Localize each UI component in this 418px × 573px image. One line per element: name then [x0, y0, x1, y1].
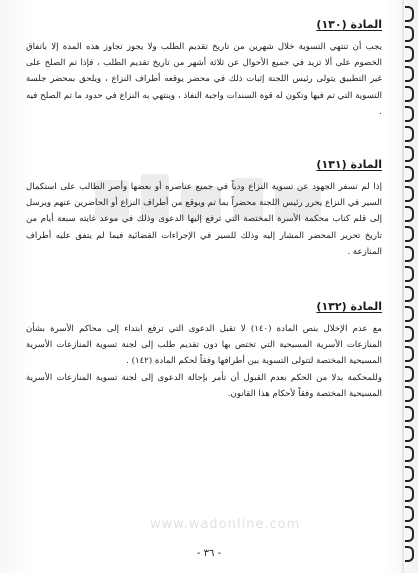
binding-ring — [405, 346, 414, 362]
spiral-binding — [404, 6, 414, 566]
article-text — [26, 321, 382, 402]
article-paragraph: مع عدم الإخلال بنص المادة (١٤٠) لا تقبل الدعوى التي ترفع ابتداء إلى محاكم الأسرة بشأن المنازعات الأسرية المسيحية التي تختص بها دون تقديم طلب إلى لجنة تسوية المنازعات الأسرية المسيحية المختصة لتتولى التسوية بين أطرافها وفقاً لحكم المادة (١٤٢) . — [26, 324, 382, 367]
binding-ring — [405, 86, 414, 102]
article-text — [26, 179, 382, 260]
binding-ring — [405, 306, 414, 322]
binding-ring — [405, 146, 414, 162]
article-title: المادة (١٣١) — [316, 158, 382, 172]
article-130 — [26, 18, 382, 120]
binding-ring — [405, 286, 414, 302]
document-body — [26, 12, 382, 402]
binding-ring — [405, 426, 414, 442]
binding-ring — [405, 66, 414, 82]
binding-ring — [405, 446, 414, 462]
binding-ring — [405, 126, 414, 142]
binding-ring — [405, 166, 414, 182]
article-paragraph: وللمحكمة بدلا من الحكم بعدم القبول أن تأمر بإحالة الدعوى إلى لجنة تسوية المنازعات الأسرية المسيحية المختصة وفقاً لأحكام هذا القانون. — [26, 372, 382, 399]
page-number: - ٣٦ - — [196, 548, 222, 559]
binding-ring — [405, 106, 414, 122]
binding-ring — [405, 506, 414, 522]
article-132 — [26, 300, 382, 402]
binding-ring — [405, 26, 414, 42]
article-paragraph: يجب أن تنتهي التسوية خلال شهرين من تاريخ تقديم الطلب ولا يجوز تجاوز هذه المدة إلا باتفاق الخصوم على ألا تزيد في جميع الأحوال عن ثلاثة أشهر من تاريخ تقديم الطلب ، فإذا تم الصلح على غير التطبيق يتولى رئيس اللجنة إثبات ذلك في محضر يوقعه أطراف النزاع ، ويلحق بمحضر جلسة التسوية التي تم فيها وتكون له قوة السندات واجبة النفاذ ، وينتهي به النزاع في حدود ما تم الصلح فيه . — [26, 42, 382, 117]
binding-ring — [405, 266, 414, 282]
article-title: المادة (١٣٢) — [316, 300, 382, 314]
article-title: المادة (١٣٠) — [316, 18, 382, 31]
binding-ring — [405, 226, 414, 242]
article-131 — [26, 158, 382, 260]
watermark-url: www.wadonline.com — [150, 517, 301, 532]
binding-ring — [405, 526, 414, 542]
article-text — [26, 39, 382, 120]
binding-ring — [405, 6, 414, 22]
article-paragraph: إذا لم تسفر الجهود عن تسوية النزاع ودياً في جميع عناصره أو بعضها وأصر الطالب على استكمال السير في النزاع يحرر رئيس اللجنة محضراً بما تم ويوقع من أطراف النزاع أو الحاضرين عنهم ويرسل إلى قلم كتاب محكمة الأسرة المختصة التي ترفع إليها الدعوى وذلك في موعد غايته سبعة أيام من تاريخ تحرير المحضر المشار إليه وذلك للسير في الإجراءات القضائية فيما لم يتفق عليه أطراف المنازعة . — [26, 182, 382, 257]
binding-ring — [405, 486, 414, 502]
binding-ring — [405, 406, 414, 422]
binding-ring — [405, 366, 414, 382]
binding-ring — [405, 46, 414, 62]
binding-ring — [405, 206, 414, 222]
binding-ring — [405, 246, 414, 262]
binding-ring — [405, 186, 414, 202]
binding-ring — [405, 386, 414, 402]
binding-ring — [405, 466, 414, 482]
binding-ring — [405, 326, 414, 342]
